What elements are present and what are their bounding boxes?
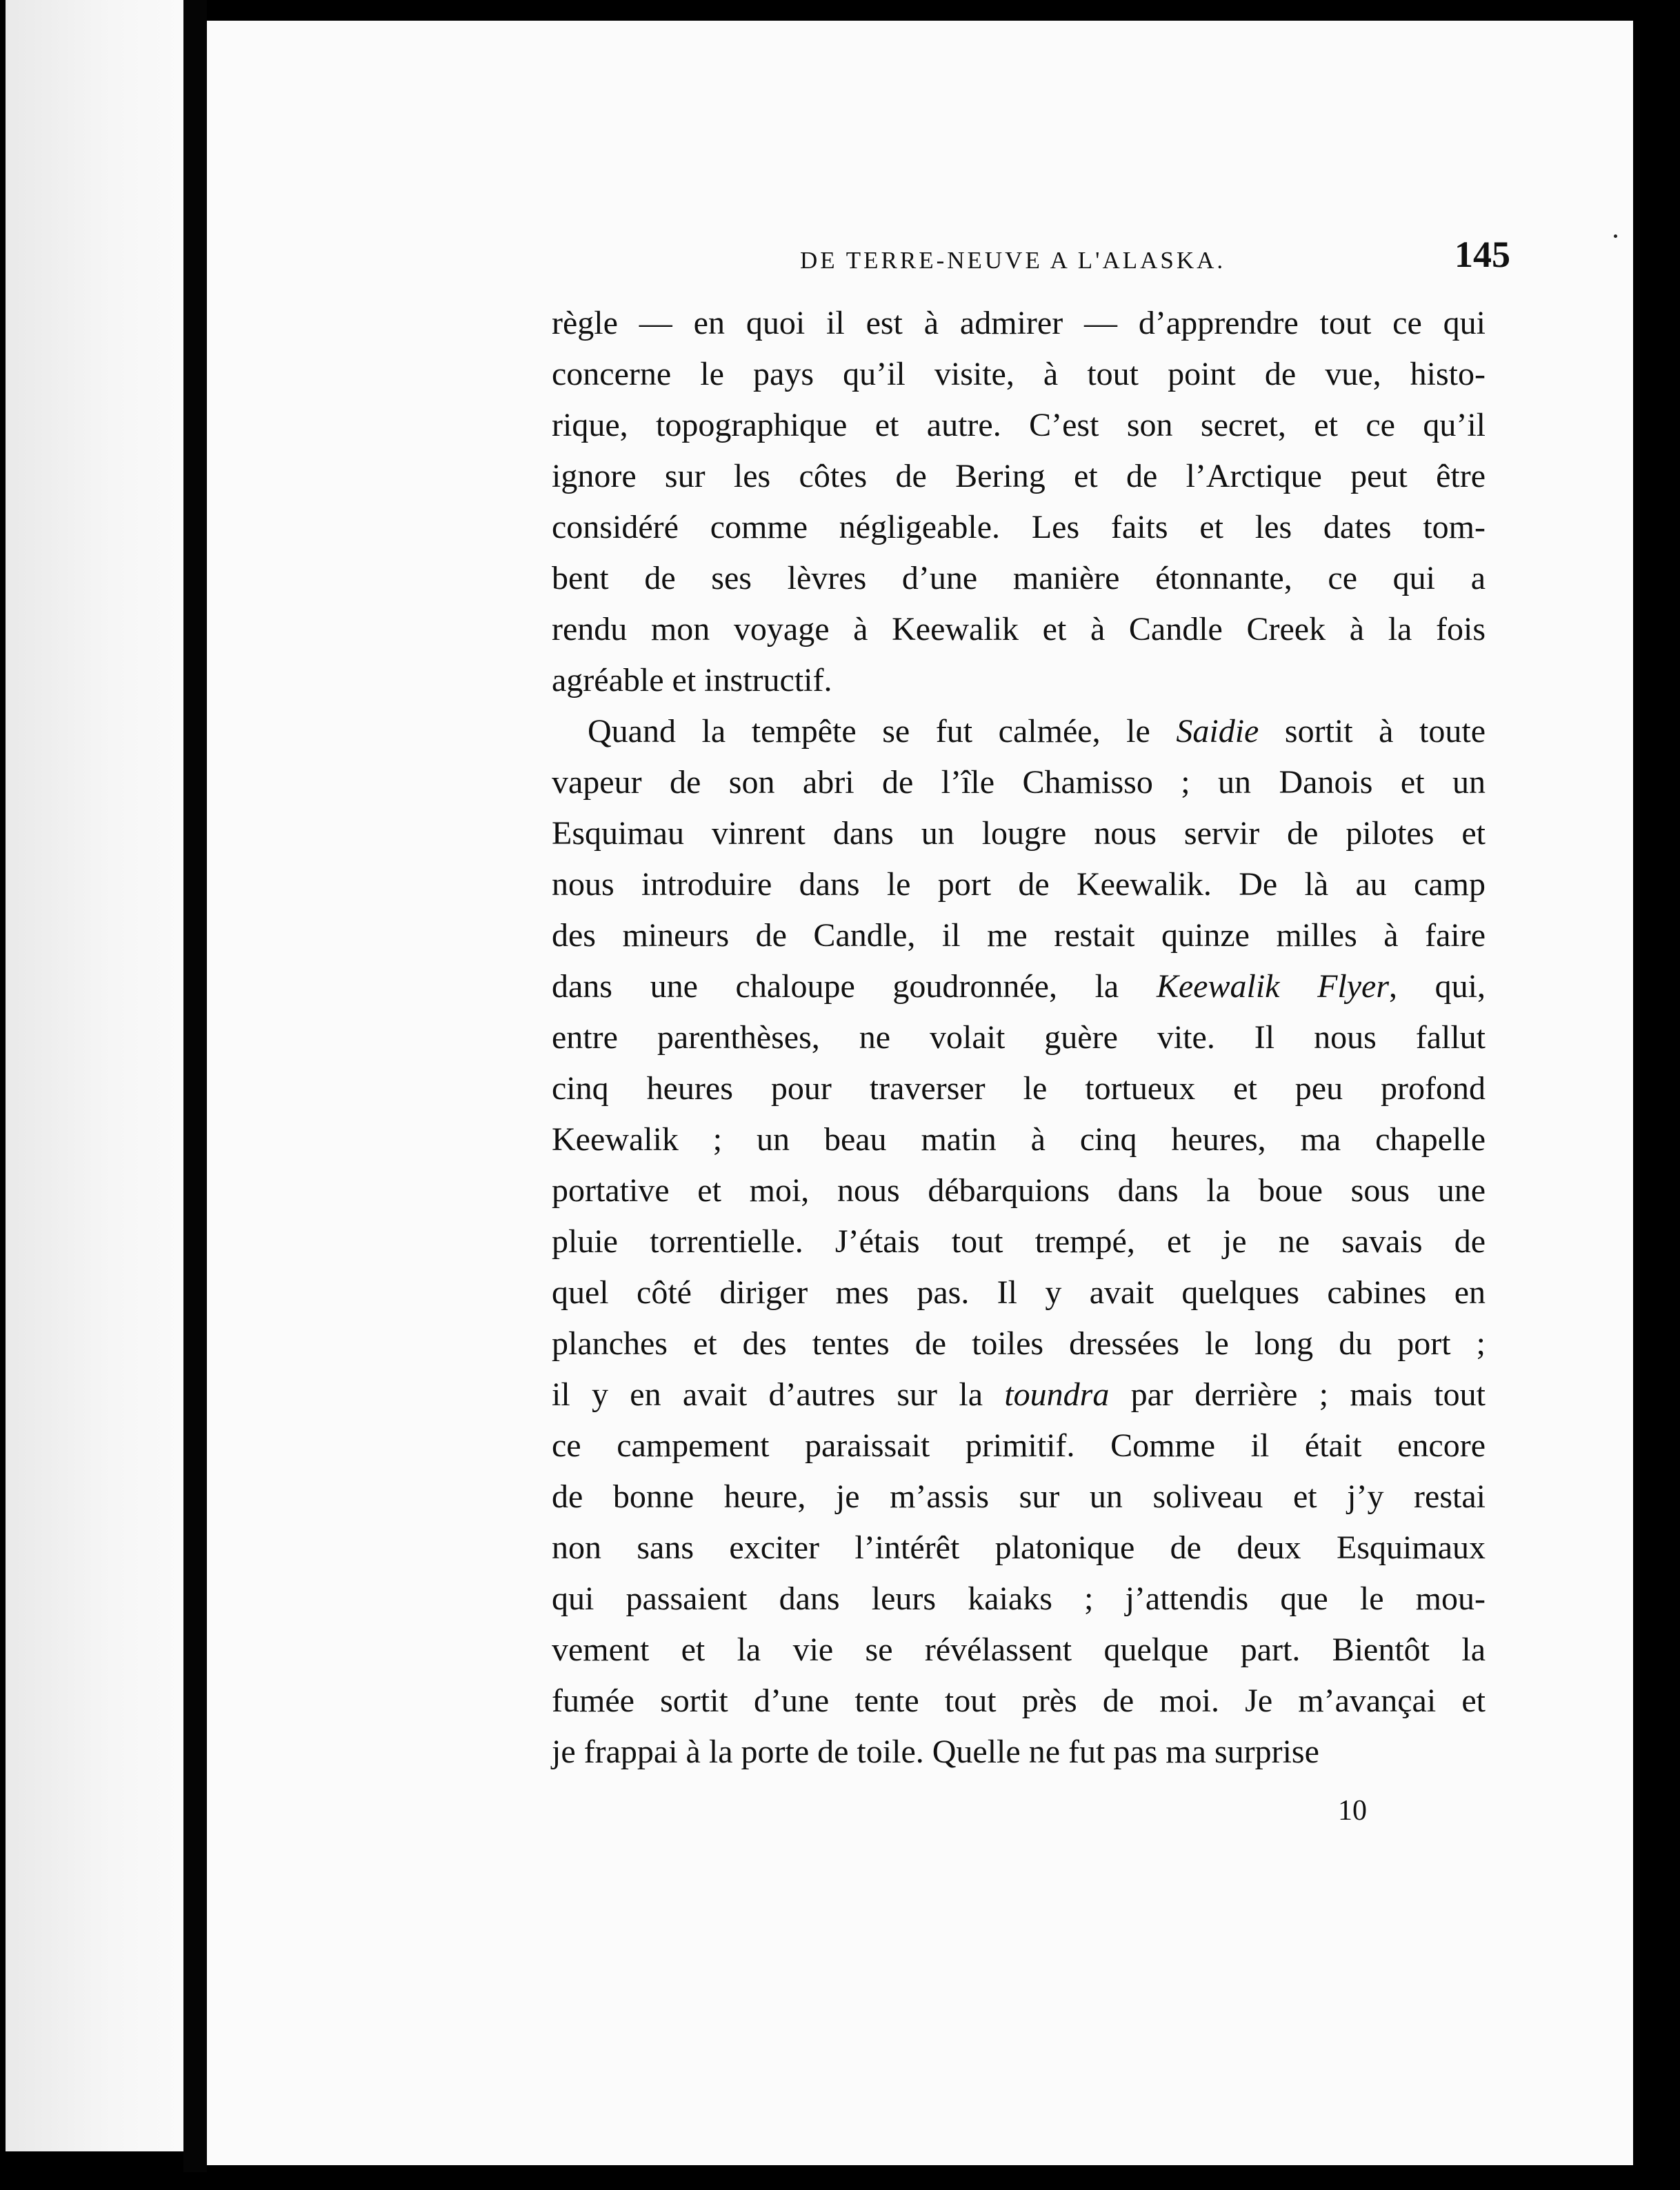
- text-line: [552, 910, 1486, 961]
- text-run: vapeur de son abri de l’île Chamisso ; un Danois et un: [552, 764, 1486, 801]
- text-line: [552, 1420, 1486, 1471]
- text-run: concerne le pays qu’il visite, à tout point de vue, histo-: [552, 356, 1486, 392]
- text-line: [552, 502, 1486, 553]
- text-run: entre parenthèses, ne volait guère vite. Il nous fallut: [552, 1019, 1486, 1056]
- text-run: rendu mon voyage à Keewalik et à Candle Creek à la fois: [552, 611, 1486, 647]
- italic-term: Saidie: [1176, 713, 1259, 750]
- text-run: des mineurs de Candle, il me restait quinze milles à faire: [552, 917, 1486, 954]
- text-run: planches et des tentes de toiles dressées le long du port ;: [552, 1325, 1486, 1362]
- text-line: [552, 1574, 1486, 1625]
- text-line: [552, 1369, 1486, 1420]
- text-run: ce campement paraissait primitif. Comme il était encore: [552, 1427, 1486, 1464]
- text-run: Keewalik ; un beau matin à cinq heures, ma chapelle: [552, 1121, 1486, 1158]
- text-run: je frappai à la porte de toile. Quelle ne fut pas ma surprise: [552, 1734, 1319, 1770]
- text-run: bent de ses lèvres d’une manière étonnante, ce qui a: [552, 560, 1486, 596]
- text-line: [552, 1676, 1486, 1727]
- text-run: dans une chaloupe goudronnée, la: [552, 968, 1157, 1005]
- running-title: DE TERRE-NEUVE A L'ALASKA.: [800, 247, 1226, 274]
- running-head: [593, 222, 1510, 277]
- signature-mark: 10: [1338, 1795, 1367, 1827]
- text-line: [552, 349, 1486, 400]
- text-run: par derrière ; mais tout: [1109, 1376, 1486, 1413]
- text-line: [552, 400, 1486, 451]
- text-line: [552, 1471, 1486, 1523]
- text-line: [552, 1523, 1486, 1574]
- text-line: [552, 1114, 1486, 1165]
- text-run: portative et moi, nous débarquions dans la boue sous une: [552, 1172, 1486, 1209]
- book-page: [207, 21, 1633, 2165]
- text-line: [552, 298, 1486, 349]
- text-run: règle — en quoi il est à admirer — d’apprendre tout ce qui: [552, 305, 1486, 341]
- text-run: pluie torrentielle. J’étais tout trempé, et je ne savais de: [552, 1223, 1486, 1260]
- scan-speck: [1614, 234, 1617, 238]
- italic-term: toundra: [1004, 1376, 1110, 1413]
- text-run: nous introduire dans le port de Keewalik. De là au camp: [552, 866, 1486, 903]
- text-run: quel côté diriger mes pas. Il y avait quelques cabines en: [552, 1274, 1486, 1311]
- text-line: [552, 655, 1486, 706]
- text-line: [552, 451, 1486, 502]
- text-run: de bonne heure, je m’assis sur un soliveau et j’y restai: [552, 1478, 1486, 1515]
- book-gutter: [183, 0, 207, 2172]
- text-line: [552, 1216, 1486, 1267]
- text-line: [552, 757, 1486, 808]
- text-line: [552, 1267, 1486, 1318]
- body-text: [552, 298, 1486, 1778]
- text-run: Esquimau vinrent dans un lougre nous servir de pilotes et: [552, 815, 1486, 852]
- text-line: [552, 604, 1486, 655]
- text-line: [552, 1165, 1486, 1216]
- text-run: ignore sur les côtes de Bering et de l’Arctique peut être: [552, 458, 1486, 494]
- text-run: qui passaient dans leurs kaiaks ; j’attendis que le mou-: [552, 1580, 1486, 1617]
- text-line: [552, 1012, 1486, 1063]
- text-line: [552, 1727, 1486, 1778]
- page-number: 145: [1454, 234, 1510, 275]
- text-run: , qui,: [1389, 968, 1486, 1005]
- text-run: sortit à toute: [1259, 713, 1486, 750]
- text-run: fumée sortit d’une tente tout près de moi. Je m’avançai et: [552, 1682, 1486, 1719]
- text-run: cinq heures pour traverser le tortueux et peu profond: [552, 1070, 1486, 1107]
- text-line: [552, 961, 1486, 1012]
- text-run: rique, topographique et autre. C’est son secret, et ce qu’il: [552, 407, 1486, 443]
- text-line: [552, 1063, 1486, 1114]
- text-run: Quand la tempête se fut calmée, le: [588, 713, 1177, 750]
- text-run: considéré comme négligeable. Les faits et les dates tom-: [552, 509, 1486, 545]
- text-line: [552, 1625, 1486, 1676]
- text-line: [552, 1318, 1486, 1369]
- text-run: agréable et instructif.: [552, 662, 832, 699]
- text-line: [552, 808, 1486, 859]
- previous-page-edge: [6, 0, 183, 2151]
- italic-term: Keewalik Flyer: [1156, 968, 1390, 1005]
- text-line: [552, 859, 1486, 910]
- text-run: vement et la vie se révélassent quelque part. Bientôt la: [552, 1631, 1486, 1668]
- text-run: non sans exciter l’intérêt platonique de deux Esquimaux: [552, 1529, 1486, 1566]
- text-line: [552, 553, 1486, 604]
- text-run: il y en avait d’autres sur la: [552, 1376, 1005, 1413]
- text-line: [552, 706, 1486, 757]
